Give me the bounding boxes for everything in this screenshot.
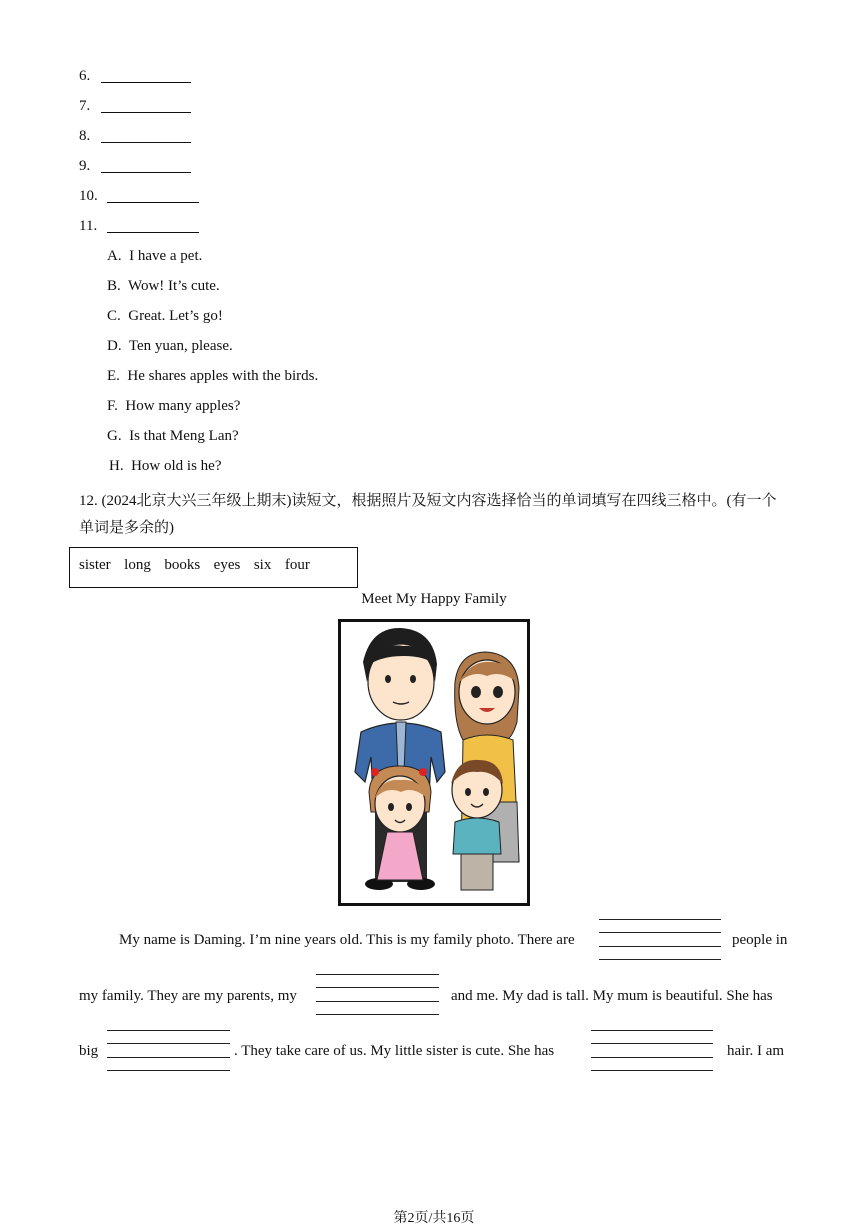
question-12-instruction bbox=[79, 488, 791, 542]
option-letter: B. bbox=[107, 278, 121, 294]
option-g bbox=[107, 428, 239, 445]
option-text: Great. Let’s go! bbox=[128, 308, 223, 324]
option-c bbox=[107, 308, 223, 325]
option-letter: E. bbox=[107, 368, 120, 384]
option-letter: H. bbox=[109, 458, 124, 474]
answer-number: 10. bbox=[79, 188, 98, 204]
option-text: How old is he? bbox=[131, 458, 222, 474]
passage-line-3-start: big bbox=[79, 1043, 99, 1059]
answer-line-10 bbox=[79, 188, 98, 208]
option-letter: D. bbox=[107, 338, 122, 354]
four-line-blank-2[interactable] bbox=[316, 974, 439, 1015]
answer-line-6 bbox=[79, 68, 90, 88]
answer-line-8 bbox=[79, 128, 90, 148]
answer-number: 6. bbox=[79, 68, 91, 84]
answer-number: 11. bbox=[79, 218, 98, 234]
answer-blank-8[interactable] bbox=[101, 142, 191, 143]
four-line-blank-3[interactable] bbox=[107, 1030, 230, 1071]
option-e bbox=[107, 368, 318, 385]
option-text: I have a pet. bbox=[129, 248, 203, 264]
option-text: He shares apples with the birds. bbox=[127, 368, 319, 384]
option-letter: C. bbox=[107, 308, 121, 324]
passage-line-3-middle: . They take care of us. My little sister is cute. She has bbox=[234, 1043, 555, 1059]
four-line-blank-4[interactable] bbox=[591, 1030, 713, 1071]
answer-line-9 bbox=[79, 158, 90, 178]
option-text: Ten yuan, please. bbox=[128, 338, 233, 354]
family-photo bbox=[338, 619, 530, 906]
option-letter: A. bbox=[107, 248, 122, 264]
answer-number: 8. bbox=[79, 128, 91, 144]
answer-number: 7. bbox=[79, 98, 91, 114]
answer-line-11 bbox=[79, 218, 97, 238]
option-b bbox=[107, 278, 220, 295]
option-f bbox=[107, 398, 240, 415]
word-bank: sister long books eyes six four bbox=[79, 557, 310, 573]
answer-blank-6[interactable] bbox=[101, 82, 191, 83]
passage-line-3-end: hair. I am bbox=[727, 1043, 785, 1059]
boy-figure bbox=[451, 760, 503, 890]
answer-blank-10[interactable] bbox=[107, 202, 199, 203]
passage-line-2-start: my family. They are my parents, my bbox=[79, 988, 297, 1004]
answer-blank-11[interactable] bbox=[107, 232, 199, 233]
question-number: 12. bbox=[79, 493, 98, 509]
option-d bbox=[107, 338, 233, 355]
passage-line-1-start: My name is Daming. I’m nine years old. This is my family photo. There are bbox=[119, 932, 575, 948]
option-letter: G. bbox=[107, 428, 122, 444]
question-source: (2024北京大兴三年级上期末) bbox=[101, 493, 292, 509]
option-text: Wow! It’s cute. bbox=[128, 278, 220, 294]
answer-blank-9[interactable] bbox=[101, 172, 191, 173]
family-illustration bbox=[341, 622, 527, 903]
option-text: Is that Meng Lan? bbox=[129, 428, 239, 444]
page-footer: 第2页/共16页 bbox=[393, 1211, 475, 1226]
word-bank-box bbox=[69, 547, 358, 588]
option-text: How many apples? bbox=[125, 398, 241, 414]
answer-number: 9. bbox=[79, 158, 91, 174]
passage-title: Meet My Happy Family bbox=[361, 591, 507, 607]
passage-line-2-end: and me. My dad is tall. My mum is beautiful. She has bbox=[451, 988, 773, 1004]
answer-line-7 bbox=[79, 98, 90, 118]
option-letter: F. bbox=[107, 398, 118, 414]
answer-blank-7[interactable] bbox=[101, 112, 191, 113]
four-line-blank-1[interactable] bbox=[599, 919, 721, 960]
question-instruction: 读短文，根据照片及短文内容选择恰当的单词填写在四线三格中。(有一个单词是多余的) bbox=[79, 493, 777, 536]
passage-line-1-end: people in bbox=[732, 932, 788, 948]
option-h bbox=[109, 458, 222, 475]
option-a bbox=[107, 248, 202, 265]
